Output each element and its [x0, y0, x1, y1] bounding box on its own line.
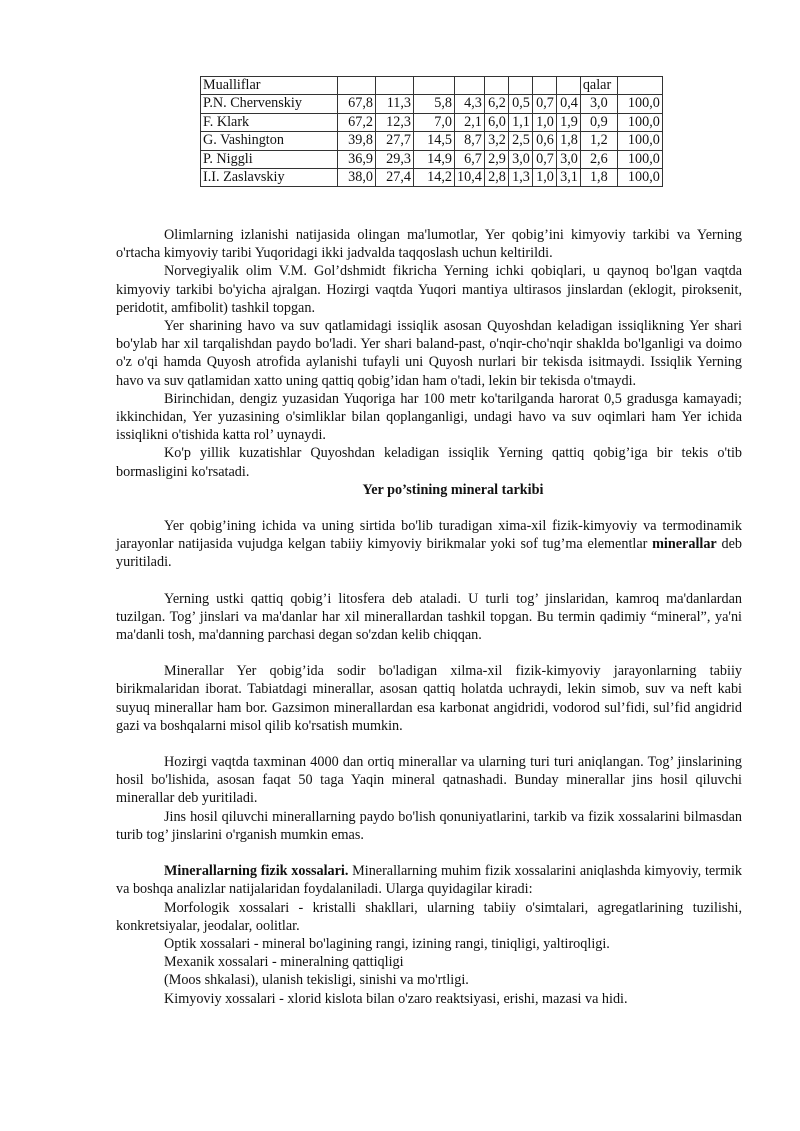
paragraph: (Moos shkalasi), ulanish tekisligi, sinishi va mo'rtligi.: [164, 972, 469, 989]
table-cell: 0,4: [556, 95, 580, 113]
table-cell: 0,6: [532, 132, 556, 150]
paragraph: Yer sharining havo va suv qatlamidagi issiqlik asosan Quyoshdan keladigan issiqlikning Yer shari bo'ylab har xil tarqalishdan paydo bo'ladi. Yer shari baland-past, o'nqir-cho'nqir shaklda bo'lganligi va doimo o'z o'qi hamda Quyosh atrofida aylanishi tufayli uni Quyosh nurlari bir tekisda isitmaydi. Issiqlik Yerning havo va suv qatlamidan xatto uning qattiq qobig’idan ham o'tadi, lekin bir tekisda o'tmaydi.: [116, 318, 742, 389]
table-cell: 11,3: [376, 95, 414, 113]
table-cell: 14,2: [414, 169, 455, 187]
table-cell: 3,0: [580, 95, 617, 113]
paragraph: Minerallar Yer qobig’ida sodir bo'ladigan xilma-xil fizik-kimyoviy jarayonlarning tabiiy birikmalaridan iborat. Tabiatdagi minerallar, asosan qattiq holatda uchraydi, lekin simob, suv va neft kabi suyuq minerallar ham bor. Gazsimon minerallardan esa karbonat angidridi, vodorod sul’fidi, sul’fid angidrid gazi va boshqalarni misol qilib ko'rsatish mumkin.: [116, 663, 742, 734]
table-cell: 3,0: [556, 150, 580, 168]
paragraph: Kimyoviy xossalari - xlorid kislota bilan o'zaro reaktsiyasi, erishi, mazasi va hidi.: [164, 990, 628, 1007]
table-cell: 14,5: [414, 132, 455, 150]
paragraph: Mexanik xossalari - mineralning qattiqligi: [164, 954, 404, 971]
table-cell: 29,3: [376, 150, 414, 168]
subsection-title: Minerallarning fizik xossalari.: [164, 863, 349, 880]
table-cell: 2,1: [455, 113, 485, 131]
paragraph: Morfologik xossalari - kristalli shakllari, ularning tabiiy o'simtalari, agregatlarining tuzilishi, konkretsiyalar, jeodalar, oolitlar.: [116, 899, 742, 934]
table-cell: 3,2: [484, 132, 508, 150]
table-cell: 3,0: [508, 150, 532, 168]
table-cell: 1,9: [556, 113, 580, 131]
paragraph: Optik xossalari - mineral bo'lagining rangi, izining rangi, tiniqligi, yaltiroqligi.: [164, 935, 610, 952]
paragraph: [116, 517, 742, 572]
table-cell: 100,0: [617, 95, 662, 113]
table-cell: 5,8: [414, 95, 455, 113]
table-cell: 14,9: [414, 150, 455, 168]
table-row: [201, 150, 663, 168]
paragraph: Norvegiyalik olim V.M. Gol’dshmidt fikricha Yerning ichki qobiqlari, u qaynoq bo'lgan vaqtda kimyoviy tarkibi bo'yicha ajralgan. Hozirgi vaqtda Yuqori mantiya ultirasos jinslardan (eklogit, piroksenit, peridotit, amfibolit) tashkil topgan.: [116, 263, 742, 316]
table-cell: 1,0: [532, 113, 556, 131]
table-row: [201, 113, 663, 131]
table-cell: 0,7: [532, 95, 556, 113]
table-cell: 0,5: [508, 95, 532, 113]
table-cell: 1,1: [508, 113, 532, 131]
table-cell: 12,3: [376, 113, 414, 131]
table-cell: G. Vashington: [201, 132, 338, 150]
table-cell: 2,8: [484, 169, 508, 187]
table-cell: 67,2: [338, 113, 376, 131]
table-header-row: [201, 77, 663, 95]
body-text: [116, 226, 742, 1008]
table-cell: 4,3: [455, 95, 485, 113]
table-cell: 1,8: [580, 169, 617, 187]
table-cell: 0,9: [580, 113, 617, 131]
table-cell: 39,8: [338, 132, 376, 150]
table-cell: 27,7: [376, 132, 414, 150]
table-cell: 36,9: [338, 150, 376, 168]
table-cell: 6,0: [484, 113, 508, 131]
table-header-cell: [414, 77, 455, 95]
table-header-cell: [338, 77, 376, 95]
table-cell: 0,7: [532, 150, 556, 168]
term-minerallar: minerallar: [652, 536, 717, 553]
table-cell: 38,0: [338, 169, 376, 187]
table-header-cell: [455, 77, 485, 95]
table-header-cell: qalar: [580, 77, 617, 95]
section-heading: Yer po’stining mineral tarkibi: [362, 481, 544, 498]
table-cell: 2,6: [580, 150, 617, 168]
table-row: [201, 169, 663, 187]
table-cell: F. Klark: [201, 113, 338, 131]
table-cell: 100,0: [617, 169, 662, 187]
table-cell: I.I. Zaslavskiy: [201, 169, 338, 187]
table-cell: 2,9: [484, 150, 508, 168]
paragraph: Birinchidan, dengiz yuzasidan Yuqoriga har 100 metr ko'tarilganda harorat 0,5 gradusga kamayadi; ikkinchidan, Yer yuzasining o'simliklar bilan qoplanganligi, undagi havo va suv oqimlari ham Yer ichida issiqlikni o'tishida katta rol’ uynaydi.: [116, 390, 742, 444]
table-cell: 8,7: [455, 132, 485, 150]
table-cell: 10,4: [455, 169, 485, 187]
table-header-cell: [508, 77, 532, 95]
table-cell: 6,2: [484, 95, 508, 113]
paragraph-text: Minerallarning muhim fizik xossalarini aniqlashda kimyoviy, termik va boshqa analizlar natijalaridan foydalaniladi. Ularga quyidagilar kiradi:: [116, 863, 742, 898]
table-cell: 100,0: [617, 150, 662, 168]
composition-table: [200, 76, 663, 187]
paragraph: Yerning ustki qattiq qobig’i litosfera deb ataladi. U turli tog’ jinslaridan, kamroq ma'danlardan tuzilgan. Tog’ jinslari va ma'danlar har xil minerallardan tashkil topgan. Bu termin qadimiy “mineral”, ya'ni ma'danli tosh, ma'danning parchasi degan so'zdan kelib chiqqan.: [116, 590, 742, 644]
table-cell: 1,3: [508, 169, 532, 187]
paragraph: Jins hosil qiluvchi minerallarning paydo bo'lish qonuniyatlarini, tarkib va fizik xossalarini bilmasdan turib tog’ jinslarini o'rganish mumkin emas.: [116, 808, 742, 843]
table-cell: 1,0: [532, 169, 556, 187]
table-row: [201, 132, 663, 150]
table-cell: P. Niggli: [201, 150, 338, 168]
table-cell: 3,1: [556, 169, 580, 187]
table-header-cell: [556, 77, 580, 95]
table-cell: 2,5: [508, 132, 532, 150]
paragraph: Olimlarning izlanishi natijasida olingan ma'lumotlar, Yer qobig’ini kimyoviy tarkibi va Yerning o'rtacha kimyoviy taribi Yuqoridagi ikki jadvalda taqqoslash uchun keltirildi.: [116, 227, 742, 262]
table-cell: 100,0: [617, 113, 662, 131]
table-cell: P.N. Chervenskiy: [201, 95, 338, 113]
table-header-cell: Mualliflar: [201, 77, 338, 95]
paragraph: Ko'p yillik kuzatishlar Quyoshdan keladigan issiqlik Yerning qattiq qobig’iga bir tekis o'tib bormasligini ko'rsatadi.: [116, 445, 742, 480]
paragraph: [116, 862, 742, 898]
table-header-cell: [484, 77, 508, 95]
table-header-cell: [617, 77, 662, 95]
table-cell: 67,8: [338, 95, 376, 113]
table-cell: 1,2: [580, 132, 617, 150]
table-cell: 1,8: [556, 132, 580, 150]
table-cell: 100,0: [617, 132, 662, 150]
paragraph: Hozirgi vaqtda taxminan 4000 dan ortiq minerallar va ularning turi turi aniqlangan. Tog’ jinslarining hosil bo'lishida, asosan faqat 50 taga Yaqin mineral qatnashadi. Bunday minerallar jins hosil qiluvchi minerallar deb yuritiladi.: [116, 754, 742, 807]
table-header-cell: [532, 77, 556, 95]
paragraph-text: deb yuritiladi.: [116, 536, 742, 571]
table-row: [201, 95, 663, 113]
table-header-cell: [376, 77, 414, 95]
table-cell: 27,4: [376, 169, 414, 187]
table-cell: 6,7: [455, 150, 485, 168]
table-cell: 7,0: [414, 113, 455, 131]
paragraph-text: Yer qobig’ining ichida va uning sirtida bo'lib turadigan xima-xil fizik-kimyoviy va termodinamik jarayonlar natijasida vujudga kelgan tabiiy kimyoviy birikmalar yoki sof tug’ma elementlar: [116, 518, 742, 553]
